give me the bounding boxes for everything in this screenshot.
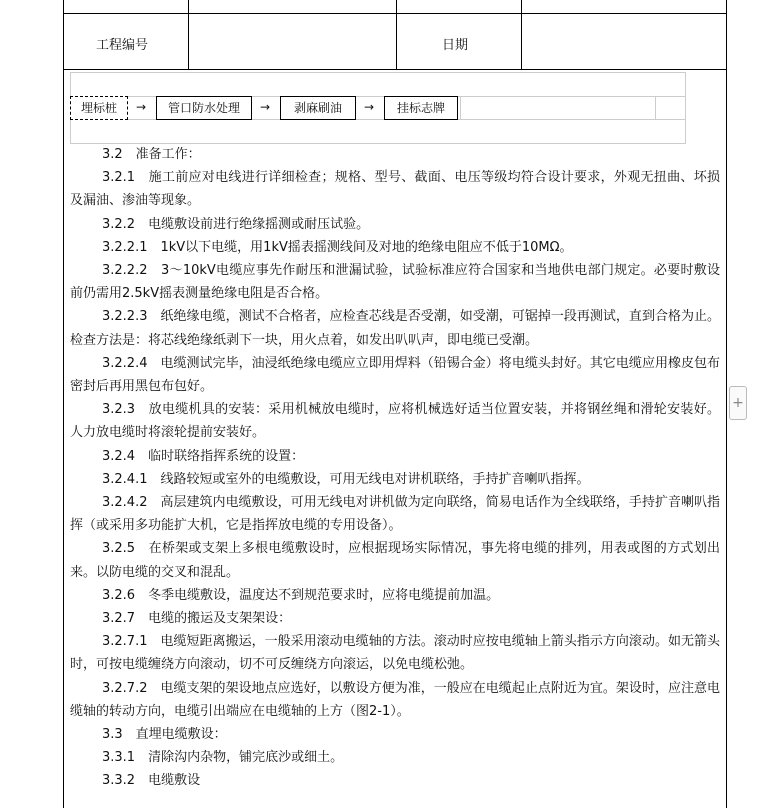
flow-grid-cells [460, 96, 656, 120]
paragraph: 3.2.7.1 电缆短距离搬运，一般采用滚动电缆轴的方法。滚动时应按电缆轴上箭头指示方向滚动。如无箭头时，可按电缆缠绕方向滚动，切不可反缠绕方向滚运，以免电缆松弛。 [70, 634, 720, 673]
header-divider-2 [396, 0, 397, 70]
paragraph: 3.2.1 施工前应对电线进行详细检查；规格、型号、截面、电压等级均符合设计要求，外观无扭曲、坏损及漏油、渗油等现象。 [70, 170, 720, 209]
paragraph: 3.2.7.2 电缆支架的架设地点应选好，以敷设方便为准，一般应在电缆起止点附近为宜。架设时，应注意电缆轴的转动方向，电缆引出端应在电缆轴的上方（图2-1）。 [70, 680, 720, 719]
expand-plus-button[interactable]: + [729, 386, 747, 420]
flow-arrow-3: → [364, 100, 375, 114]
document-page [63, 0, 727, 808]
paragraph: 3.2.4 临时联络指挥系统的设置： [102, 448, 305, 464]
flow-step-3: 剥麻刷油 [280, 96, 356, 120]
document-body [70, 143, 720, 793]
flow-arrow-2: → [260, 100, 271, 114]
header-divider-3 [521, 0, 522, 70]
paragraph: 3.3.1 清除沟内杂物，铺完底沙或细土。 [102, 750, 344, 766]
paragraph: 3.3.2 电缆敷设 [102, 773, 201, 789]
project-no-label: 工程编号 [96, 38, 149, 53]
flow-arrow-1: → [136, 100, 147, 114]
paragraph: 3.2 准备工作： [102, 147, 201, 162]
header-rule-top [64, 13, 726, 14]
paragraph: 3.2.2 电缆敷设前进行绝缘摇测或耐压试验。 [102, 216, 370, 232]
header-table [64, 0, 726, 70]
paragraph: 3.2.3 放电缆机具的安装：采用机械放电缆时，应将机械选好适当位置安装，并将钢丝绳和滑轮安装好。人力放电缆时将滚轮提前安装好。 [70, 402, 720, 441]
paragraph: 3.2.2.4 电缆测试完毕，油浸纸绝缘电缆应立即用焊料（铅锡合金）将电缆头封好。其它电缆应用橡皮包布密封后再用黑包布包好。 [70, 355, 720, 395]
paragraph: 3.3 直埋电缆敷设： [102, 727, 227, 743]
paragraph: 3.2.2.3 纸绝缘电缆，测试不合格者，应检查芯线是否受潮，如受潮，可锯掉一段再测试，直到合格为止。检查方法是：将芯线绝缘纸剥下一块，用火点着，如发出叭叭声，即电缆已受潮。 [70, 309, 720, 348]
flow-step-1: 埋标桩 [70, 96, 128, 120]
paragraph: 3.2.4.1 线路较短或室外的电缆敷设，可用无线电对讲机联络，手持扩音喇叭指挥。 [102, 471, 590, 487]
paragraph: 3.2.2.1 1kV以下电缆，用1kV摇表摇测线间及对地的绝缘电阻应不低于10MΩ。 [102, 239, 573, 255]
paragraph: 3.2.2.2 3～10kV电缆应事先作耐压和泄漏试验，试验标准应符合国家和当地供电部门规定。必要时敷设前仍需用2.5kV摇表测量绝缘电阻是否合格。 [70, 263, 720, 302]
flow-step-2: 管口防水处理 [156, 96, 252, 120]
paragraph: 3.2.6 冬季电缆敷设，温度达不到规范要求时，应将电缆提前加温。 [102, 587, 500, 603]
flow-step-4: 挂标志牌 [384, 96, 458, 120]
header-rule-bottom [64, 69, 726, 70]
paragraph: 3.2.5 在桥架或支架上多根电缆敷设时，应根据现场实际情况，事先将电缆的排列，用表或图的方式划出来。以防电缆的交叉和混乱。 [70, 541, 720, 580]
header-divider-1 [188, 0, 189, 70]
date-label: 日期 [442, 38, 469, 53]
process-flow [70, 72, 686, 144]
paragraph: 3.2.4.2 高层建筑内电缆敷设，可用无线电对讲机做为定向联络，简易电话作为全线联络，手持扩音喇叭指挥（或采用多功能扩大机，它是指挥放电缆的专用设备）。 [70, 495, 720, 534]
paragraph: 3.2.7 电缆的搬运及支架架设： [102, 611, 292, 627]
